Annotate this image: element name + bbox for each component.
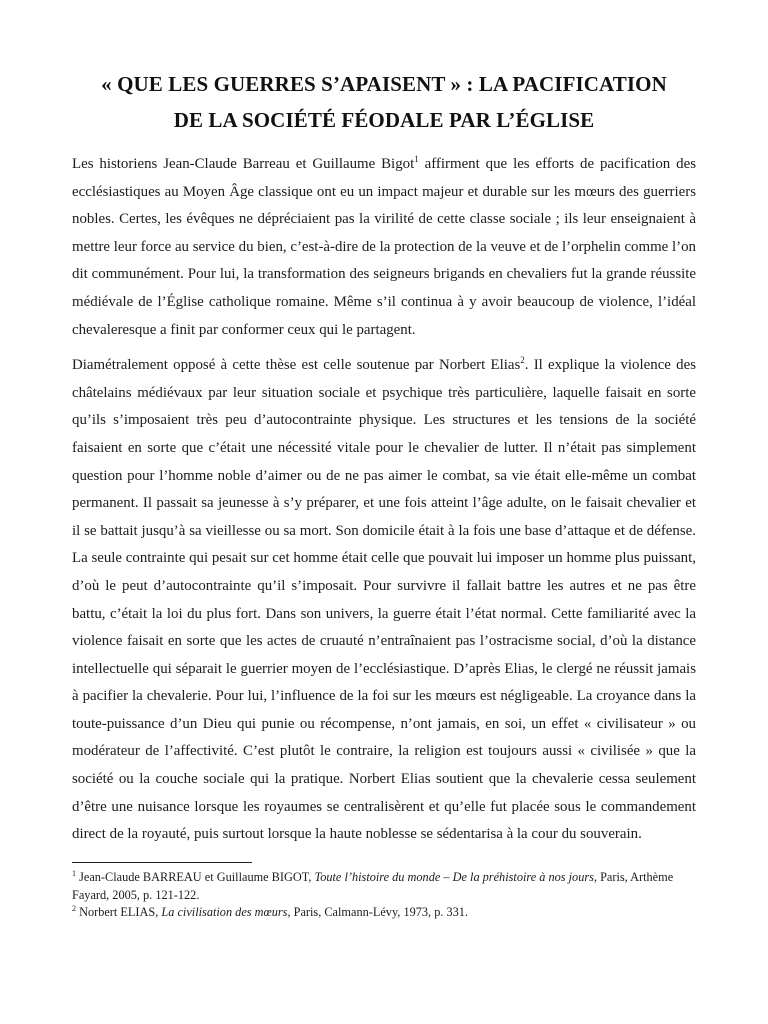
- title-line-1: « QUE LES GUERRES S’APAISENT » : LA PACIFICATION: [101, 72, 667, 96]
- footnote-ref-1: 1: [414, 154, 419, 165]
- page-title: [72, 66, 696, 138]
- footnote-2: [72, 904, 696, 922]
- footnote-1: [72, 869, 696, 904]
- footnote-1-title: Toute l’histoire du monde – De la préhistoire à nos jours: [314, 870, 594, 884]
- paragraph-1-text-a: Les historiens Jean-Claude Barreau et Guillaume Bigot: [72, 156, 415, 172]
- footnote-2-text-b: , Paris, Calmann-Lévy, 1973, p. 331.: [287, 905, 469, 919]
- footnote-1-number: 1: [72, 868, 76, 878]
- footnote-1-text-a: Jean-Claude BARREAU et Guillaume BIGOT,: [76, 870, 315, 884]
- paragraph-2-text-a: Diamétralement opposé à cette thèse est celle soutenue par Norbert Elias: [72, 357, 521, 374]
- title-line-2: DE LA SOCIÉTÉ FÉODALE PAR L’ÉGLISE: [173, 108, 595, 132]
- footnote-2-number: 2: [72, 903, 76, 913]
- footnote-2-text-a: Norbert ELIAS,: [76, 905, 162, 919]
- paragraph-1: [72, 151, 696, 344]
- footnote-2-title: La civilisation des mœurs: [161, 905, 288, 919]
- footnote-ref-2: 2: [520, 355, 525, 366]
- footnote-1-text-b: , Paris, Arthème Fayard, 2005, p. 121-122.: [72, 870, 674, 902]
- body-text: [72, 151, 696, 849]
- footnotes: [72, 869, 696, 922]
- paragraph-1-text-b: affirment que les efforts de pacification des ecclésiastiques au Moyen Âge classique ont eu un impact majeur et durable sur les mœurs des guerriers nobles. Certes, les évêques ne dépréciaient pas la virilité de cette classe sociale ; ils leur enseignaient à mettre leur force au service du bien, c’est-à-dire de la protection de la veuve et de l’orphelin comme l’on dit communément. Pour lui, la transformation des seigneurs brigands en chevaliers fut la grande réussite médiévale de l’Église catholique romaine. Même s’il continua à y avoir beaucoup de violence, l’idéal chevaleresque a finit par conformer ceux qui le partagent.: [72, 156, 696, 338]
- paragraph-2: [72, 352, 696, 849]
- paragraph-2-text-b: . Il explique la violence des châtelains médiévaux par leur situation sociale et psychique très particulière, laquelle faisait en sorte qu’ils s’imposaient très peu d’autocontrainte physique. Les structures et les tensions de la société faisaient en sorte que c’était une nécessité vitale pour le chevalier de lutter. Il n’était pas simplement question pour l’homme noble d’aimer ou de ne pas aimer le combat, sa vie était elle-même un combat permanent. Il passait sa jeunesse à s’y préparer, et une fois atteint l’âge adulte, on le faisait chevalier et il se battait jusqu’à sa vieillesse ou sa mort. Son domicile était à la fois une base d’attaque et de défense. La seule contrainte qui pesait sur cet homme était celle que pouvait lui imposer un homme plus puissant, d’où le peut d’autocontrainte qu’il s’imposait. Pour survivre il fallait battre les autres et ne pas être battu, c’était la loi du plus fort. Dans son univers, la guerre était l’état normal. Cette familiarité avec la violence faisait en sorte que les actes de cruauté n’entraînaient pas l’ostracisme social, d’où la distance intellectuelle qui séparait le guerrier moyen de l’ecclésiastique. D’après Elias, le clergé ne réussit jamais à pacifier la chevalerie. Pour lui, l’influence de la foi sur les mœurs est négligeable. La croyance dans la toute-puissance d’un Dieu qui punie ou récompense, n’ont jamais, en soi, un effet « civilisateur » ou modérateur de l’affectivité. C’est plutôt le contraire, la religion est toujours aussi « civilisée » que la société ou la couche sociale qui la pratique. Norbert Elias soutient que la chevalerie cessa seulement d’être une nuisance lorsque les royaumes se centralisèrent et qu’elle fut placée sous le commandement direct de la royauté, puis surtout lorsque la haute noblesse se sédentarisa à la cour du souverain.: [72, 357, 696, 843]
- footnote-separator: [72, 862, 252, 863]
